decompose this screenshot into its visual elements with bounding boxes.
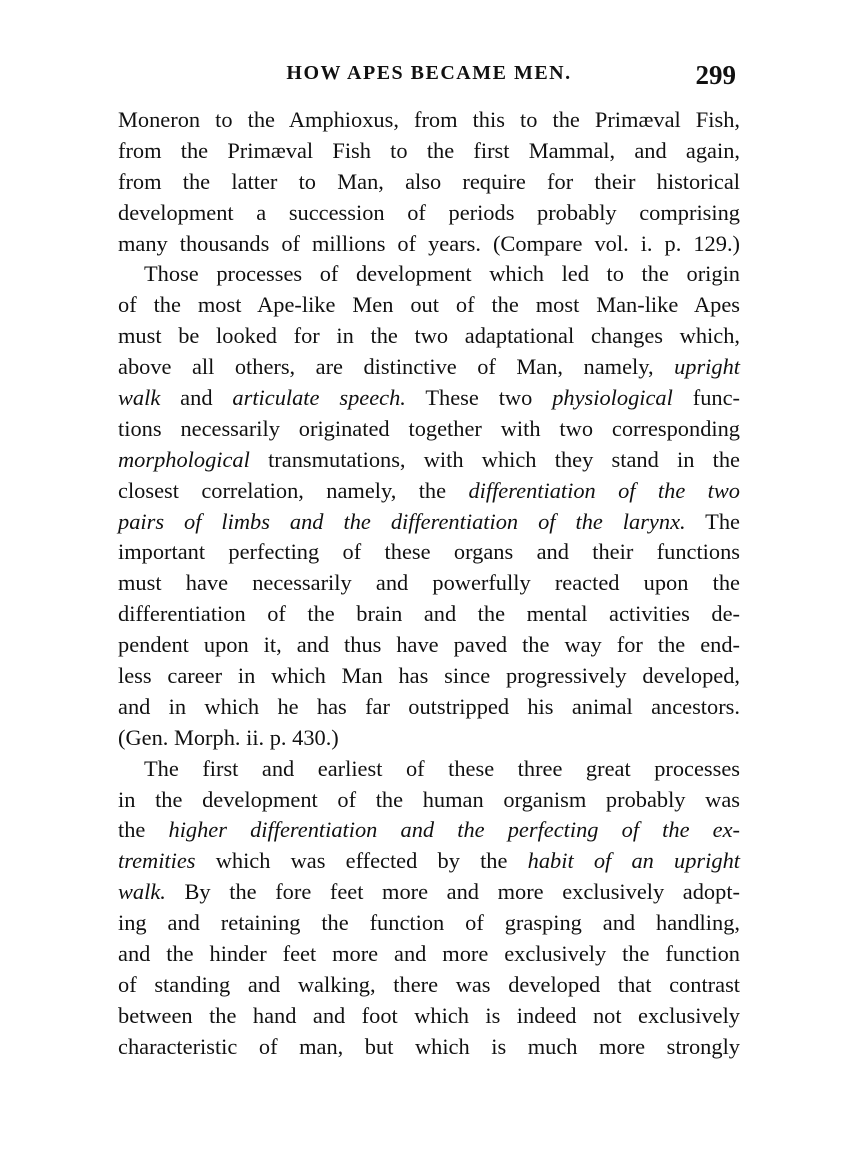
page-number: 299 — [695, 60, 736, 90]
text-line: pendent upon it, and thus have paved the way for the end- — [118, 632, 740, 658]
text-line: walk and articulate speech. These two physiological func- — [118, 385, 740, 411]
text-line: from the latter to Man, also require for their historical — [118, 168, 740, 194]
text-line: important perfecting of these organs and their functions — [118, 539, 740, 565]
text-line: less career in which Man has since progressively developed, — [118, 663, 740, 689]
text-line: pairs of limbs and the differentiation of the larynx. The — [118, 508, 740, 534]
text-line: tions necessarily originated together with two corresponding — [118, 415, 740, 441]
text-line: closest correlation, namely, the differentiation of the two — [118, 477, 740, 503]
text-line: must be looked for in the two adaptational changes which, — [118, 323, 740, 349]
text-line: development a succession of periods probably comprising — [118, 199, 740, 225]
text-line: from the Primæval Fish to the first Mammal, and again, — [118, 137, 740, 163]
text-line: Those processes of development which led to the origin — [144, 261, 740, 287]
text-line: between the hand and foot which is indeed not exclusively — [118, 1002, 740, 1028]
text-line: characteristic of man, but which is much more strongly — [118, 1033, 740, 1059]
text-line: the higher differentiation and the perfecting of the ex- — [118, 817, 741, 843]
page-header — [118, 60, 740, 96]
text-line: and the hinder feet more and more exclusively the function — [118, 941, 740, 967]
text-line: Moneron to the Amphioxus, from this to the Primæval Fish, — [118, 107, 740, 132]
text-line: ing and retaining the function of grasping and handling, — [118, 910, 740, 936]
text-line: and in which he has far outstripped his animal ancestors. — [118, 693, 740, 719]
text-line: must have necessarily and powerfully reacted upon the — [118, 570, 740, 596]
text-line: of the most Ape-like Men out of the most Man-like Apes — [118, 292, 740, 318]
body-text — [118, 105, 740, 1063]
text-line: morphological transmutations, with which they stand in the — [118, 446, 740, 472]
text-line: The first and earliest of these three great processes — [144, 755, 740, 781]
running-head: HOW APES BECAME MEN. — [286, 62, 572, 84]
text-line: tremities which was effected by the habit of an upright — [118, 848, 740, 874]
text-line: in the development of the human organism probably was — [118, 786, 740, 812]
text-line: above all others, are distinctive of Man, namely, upright — [118, 354, 740, 380]
text-line: many thousands of millions of years. (Compare vol. i. p. 129.) — [118, 230, 740, 256]
text-line: differentiation of the brain and the mental activities de- — [118, 601, 740, 627]
text-line: (Gen. Morph. ii. p. 430.) — [118, 724, 339, 750]
text-line: walk. By the fore feet more and more exclusively adopt- — [118, 879, 740, 905]
text-line: of standing and walking, there was developed that contrast — [118, 971, 740, 997]
